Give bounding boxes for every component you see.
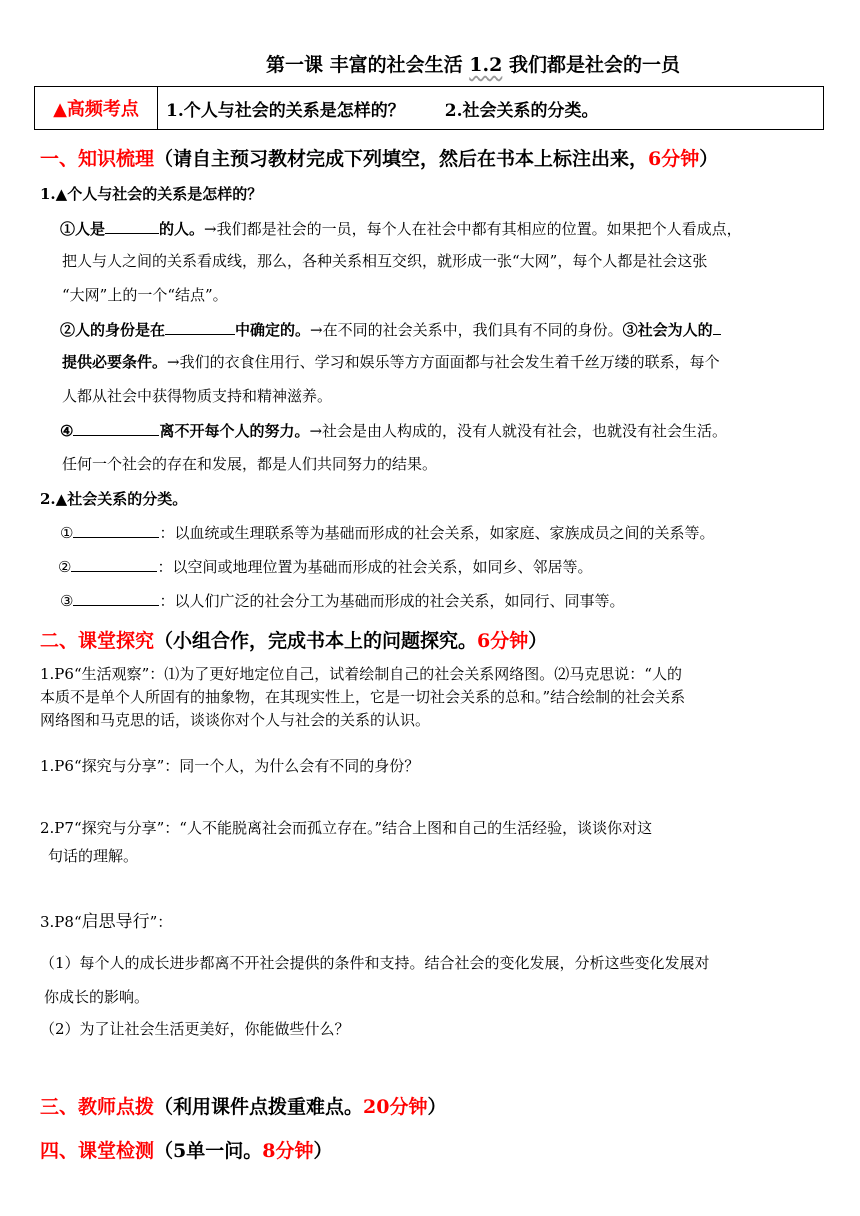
explore-question-1-line-1: 1.P6“生活观察”：⑴为了更好地定位自己，试着绘制自己的社会关系网络图。⑵马克思说：“人的 — [40, 665, 682, 683]
section-3-title: 三、教师点拨 — [40, 1096, 155, 1118]
high-frequency-label: ▲高频考点 — [35, 87, 158, 129]
section-4-close: ） — [313, 1140, 333, 1162]
fill-blank-3[interactable] — [713, 319, 721, 335]
section-2-heading — [40, 626, 547, 653]
section-2-time: 6分钟 — [477, 630, 529, 652]
section-3-close: ） — [427, 1096, 447, 1118]
section-1-note: （请自主预习教材完成下列填空，然后在书本上标注出来， — [154, 148, 649, 170]
fill-blank-5[interactable] — [73, 522, 159, 538]
high-frequency-item-1: 1.个人与社会的关系是怎样的？ — [166, 100, 405, 121]
section-3-time: 20分钟 — [363, 1096, 428, 1118]
relation-row-3: ③ ：以人们广泛的社会分工为基础而形成的社会关系，如同行、同事等。 — [60, 592, 625, 610]
point-2-line-3: 人都从社会中获得物质支持和精神滋养。 — [62, 387, 333, 405]
section-2-title: 二、课堂探究 — [40, 630, 155, 652]
fill-blank-1[interactable] — [105, 218, 159, 234]
explore-question-4-title: 3.P8“启思导行”： — [40, 912, 173, 932]
section-2-note: （小组合作，完成书本上的问题探究。 — [154, 630, 478, 652]
fill-blank-2[interactable] — [165, 319, 235, 335]
section-3-heading — [40, 1092, 447, 1119]
high-frequency-table — [34, 86, 824, 130]
section-4-time: 8分钟 — [262, 1140, 314, 1162]
high-frequency-item-2: 2.社会关系的分类。 — [444, 100, 599, 121]
title-suffix: 我们都是社会的一员 — [508, 54, 680, 76]
explore-question-3-line-1: 2.P7“探究与分享”：“人不能脱离社会而孤立存在。”结合上图和自己的生活经验，谈谈你对这 — [40, 819, 653, 837]
explore-question-1-line-3: 网络图和马克思的话，谈谈你对个人与社会的关系的认识。 — [40, 711, 431, 729]
section-1-time: 6分钟 — [648, 148, 700, 170]
point-2-line-1: ②人的身份是在 中确定的。→在不同的社会关系中，我们具有不同的身份。③社会为人的 — [60, 319, 721, 340]
fill-blank-7[interactable] — [73, 590, 159, 606]
title-number: 1.2 — [469, 54, 503, 76]
point-1-line-2: 把人与人之间的关系看成线，那么，各种关系相互交织，就形成一张“大网”，每个人都是社会这张 — [62, 252, 708, 270]
explore-question-4-sub-1-line-2: 你成长的影响。 — [44, 988, 150, 1006]
page-title — [266, 50, 680, 77]
section-1-title: 一、知识梳理 — [40, 148, 155, 170]
explore-question-3-line-2: 句话的理解。 — [48, 847, 139, 865]
fill-blank-4[interactable] — [73, 420, 159, 436]
section-4-heading — [40, 1136, 333, 1163]
fill-blank-6[interactable] — [71, 556, 157, 572]
explore-question-4-sub-1-line-1: （1）每个人的成长进步都离不开社会提供的条件和支持。结合社会的变化发展，分析这些变化发展对 — [40, 954, 710, 972]
section-4-title: 四、课堂检测 — [40, 1140, 155, 1162]
section-1-heading — [40, 144, 718, 171]
relation-row-2: ② ：以空间或地理位置为基础而形成的社会关系，如同乡、邻居等。 — [58, 558, 593, 576]
question-2-title: 2.▲社会关系的分类。 — [40, 490, 188, 508]
explore-question-2: 1.P6“探究与分享”：同一个人，为什么会有不同的身份？ — [40, 757, 420, 775]
explore-question-4-sub-2: （2）为了让社会生活更美好，你能做些什么？ — [40, 1020, 350, 1038]
point-2-line-2: 提供必要条件。→我们的衣食住用行、学习和娱乐等方方面面都与社会发生着千丝万缕的联系，每个 — [62, 353, 720, 371]
section-4-note: （5单一问。 — [154, 1140, 263, 1162]
point-1-line-1: ①人是 的人。→我们都是社会的一员，每个人在社会中都有其相应的位置。如果把个人看成点， — [60, 220, 742, 238]
title-prefix: 第一课 丰富的社会生活 — [266, 54, 463, 76]
section-2-close: ） — [528, 630, 548, 652]
point-4-line-2: 任何一个社会的存在和发展，都是人们共同努力的结果。 — [62, 455, 438, 473]
question-1-title: 1.▲个人与社会的关系是怎样的？ — [40, 185, 263, 203]
high-frequency-content — [158, 87, 599, 129]
explore-question-1-line-2: 本质不是单个人所固有的抽象物，在其现实性上，它是一切社会关系的总和。”结合绘制的社会关系 — [40, 688, 686, 706]
section-3-note: （利用课件点拨重难点。 — [154, 1096, 364, 1118]
section-1-close: ） — [699, 148, 719, 170]
relation-row-1: ① ：以血统或生理联系等为基础而形成的社会关系，如家庭、家族成员之间的关系等。 — [60, 524, 715, 542]
point-1-line-3: “大网”上的一个“结点”。 — [62, 286, 228, 304]
point-4-line-1: ④ 离不开每个人的努力。→社会是由人构成的，没有人就没有社会，也就没有社会生活。 — [60, 422, 728, 440]
